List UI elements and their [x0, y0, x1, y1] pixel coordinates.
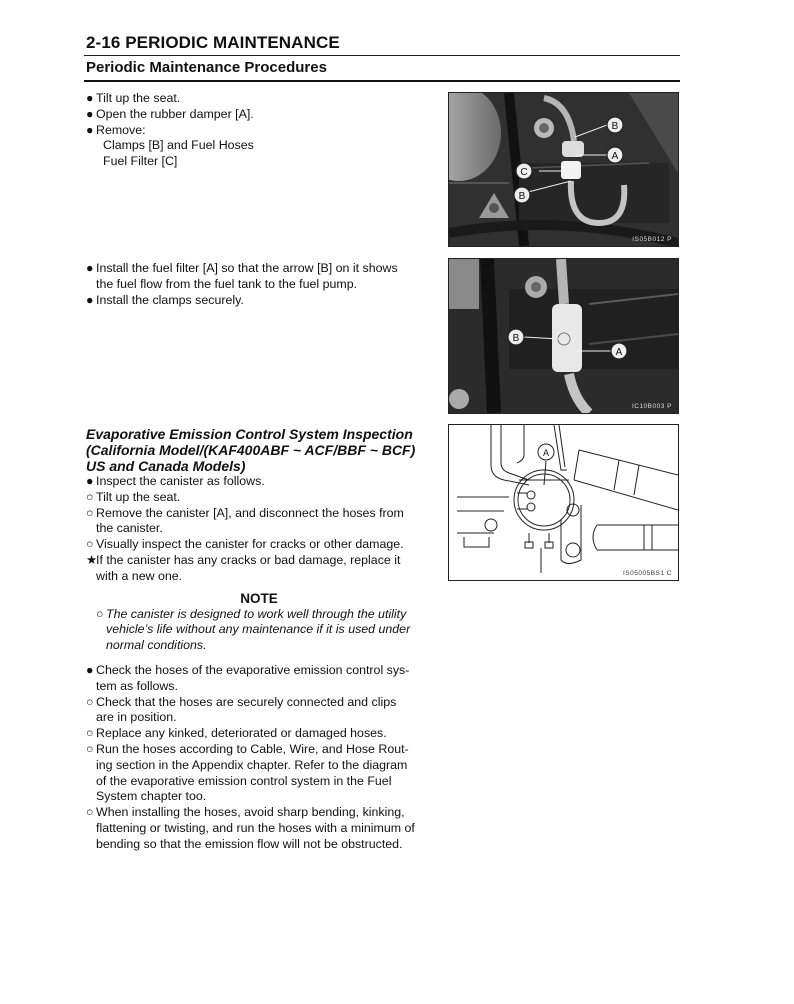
svg-text:A: A — [611, 151, 619, 162]
subsection-header: Periodic Maintenance Procedures — [86, 59, 327, 76]
figure-code: IS05B012 P — [632, 236, 672, 243]
bullet-icon: ● — [86, 474, 94, 488]
substep-run-hoses: ○ Run the hoses according to Cable, Wire, and Hose Rout- — [86, 741, 409, 756]
callout-b-bottom — [514, 187, 530, 203]
note-title: NOTE — [240, 590, 278, 606]
step-install-filter: ● Install the fuel filter [A] so that the arrow [B] on it shows — [86, 261, 398, 275]
bullet-icon: ● — [86, 261, 94, 275]
svg-text:B: B — [512, 333, 520, 344]
circle-bullet-icon: ○ — [96, 606, 104, 621]
circle-bullet-icon: ○ — [86, 694, 94, 709]
step-open-damper: ● Open the rubber damper [A]. — [86, 106, 254, 121]
install-steps — [86, 261, 432, 308]
svg-text:A: A — [542, 448, 550, 458]
circle-bullet-icon: ○ — [86, 537, 94, 552]
circle-bullet-icon: ○ — [86, 805, 94, 820]
circle-bullet-icon: ○ — [86, 741, 94, 756]
figure-fuel-filter-location — [448, 92, 679, 247]
step-inspect: ● Inspect the canister as follows. — [86, 474, 265, 488]
figure-code: IC10B003 P — [631, 403, 672, 410]
bullet-icon: ● — [86, 662, 94, 677]
circle-bullet-icon: ○ — [86, 489, 94, 504]
substep-replace-hoses: ○ Replace any kinked, deteriorated or damaged hoses. — [86, 726, 387, 741]
figure-fuel-filter-install — [448, 258, 679, 414]
substep-tilt: ○ Tilt up the seat. — [86, 489, 181, 504]
bullet-icon: ● — [86, 122, 94, 137]
bullet-icon: ● — [86, 106, 94, 121]
remove-sub-item: Fuel Filter [C] — [103, 154, 178, 169]
substep-visual: ○ Visually inspect the canister for cracks or other damage. — [86, 537, 404, 552]
header-rule — [84, 55, 680, 56]
substep-replace: ★If the canister has any cracks or bad damage, replace it — [86, 552, 401, 567]
circle-bullet-icon: ○ — [86, 505, 94, 520]
note-body: ○ The canister is designed to work well through the utility vehicle’s life without any maintenance if it is used under normal conditions. — [96, 606, 411, 653]
callout-a — [611, 343, 627, 359]
canister-line-drawing — [449, 425, 678, 580]
step-tilt-seat: ● Tilt up the seat. — [86, 91, 181, 105]
circle-bullet-icon: ○ — [86, 726, 94, 741]
callout-b — [508, 329, 524, 345]
bullet-icon: ● — [86, 91, 94, 105]
subsection-rule — [84, 80, 680, 82]
callout-c — [516, 163, 532, 179]
star-icon: ★ — [86, 552, 98, 567]
svg-text:B: B — [611, 121, 619, 132]
fuel-filter-photo — [449, 93, 678, 246]
svg-text:B: B — [518, 191, 526, 202]
substep-when-installing: ○ When installing the hoses, avoid sharp bending, kinking, — [86, 805, 405, 820]
step-install-filter-cont: the fuel flow from the fuel tank to the fuel pump. — [96, 276, 358, 291]
evap-inspection-section: Evaporative Emission Control System Inspection (California Model/(KAF400ABF ~ ACF/BBF ~ BCF) US and Canada Models) ● Inspect the canister as follows. ○ Tilt up the seat. ○ Remove the canister [A], and disconnect the hoses from the canister. ○ Visually inspect the canister for cracks or other damage. ★If the canister has any cracks or bad damage, replace it with a new one. NOTE ○ The canister is designed to work well through the utility vehicle’s life without any maintenance if it is used under normal conditions. ● Check the hoses of the evaporative emission control sys- tem as follows. ○ Check that the hoses are securely connected and clips are in position. ○ Replace any kinked, deteriorated or damaged hoses. ○ Run the hoses according to Cable, Wire, and Hose Rout- ing section in the Appendix chapter. Refer to the diagram of the evaporative emission control system in the Fuel System chapter too. ○ When installing the hoses, avoid sharp bending, kinking, flattening or twisting, and run the hoses with a minimum of bending so that the emission flow will not be obstructed. — [86, 426, 432, 853]
step-check-hoses: ● Check the hoses of the evaporative emission control sys- — [86, 662, 410, 677]
substep-connected: ○ Check that the hoses are securely connected and clips — [86, 694, 397, 709]
callout-a — [538, 444, 554, 460]
bullet-icon: ● — [86, 292, 94, 307]
section-header: 2-16 PERIODIC MAINTENANCE — [86, 33, 340, 52]
svg-text:A: A — [615, 347, 623, 358]
callout-b-top — [607, 117, 623, 133]
section-title: Evaporative Emission Control System Inspection (California Model/(KAF400ABF ~ ACF/BBF ~ BCF) US and Canada Models) — [86, 426, 416, 474]
substep-remove: ○ Remove the canister [A], and disconnect the hoses from — [86, 505, 404, 520]
remove-sub-item: Clamps [B] and Fuel Hoses — [103, 138, 254, 153]
removal-steps — [86, 91, 432, 170]
fuel-filter-install-photo — [449, 259, 678, 413]
step-remove: ● Remove: — [86, 122, 146, 137]
svg-text:C: C — [520, 167, 528, 178]
figure-code: IS05005BS1 C — [622, 570, 672, 577]
callout-a — [607, 147, 623, 163]
step-install-clamps: ● Install the clamps securely. — [86, 292, 244, 307]
figure-canister-diagram — [448, 424, 679, 581]
